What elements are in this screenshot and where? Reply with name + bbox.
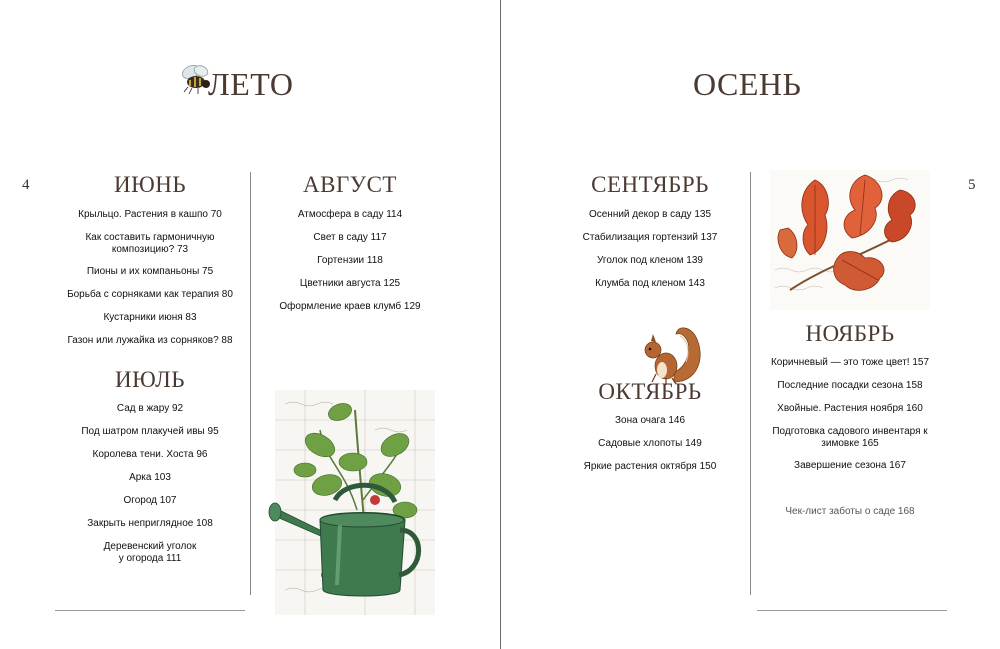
toc-item[interactable]: Последние посадки сезона 158 xyxy=(777,380,923,391)
toc-item[interactable]: Подготовка садового инвентаря к зимовке 165 xyxy=(772,426,928,449)
toc-item[interactable]: Пионы и их компаньоны 75 xyxy=(86,266,214,277)
toc-item[interactable]: Кустарники июня 83 xyxy=(103,312,197,323)
toc-item[interactable]: Уголок под кленом 139 xyxy=(596,255,703,266)
toc-item[interactable]: Арка 103 xyxy=(129,472,171,483)
toc-item[interactable]: Хвойные. Растения ноября 160 xyxy=(777,403,923,414)
toc-item[interactable]: Стабилизация гортензий 137 xyxy=(582,232,718,243)
toc-item[interactable]: Зона очага 146 xyxy=(614,415,686,426)
toc-item[interactable]: Под шатром плакучей ивы 95 xyxy=(81,426,219,437)
toc-item[interactable]: Яркие растения октября 150 xyxy=(583,461,717,472)
column-divider-right xyxy=(750,172,751,595)
toc-item[interactable]: Завершение сезона 167 xyxy=(794,460,906,471)
toc-item[interactable]: Газон или лужайка из сорняков? 88 xyxy=(67,335,233,346)
month-title-june: ИЮНЬ xyxy=(113,172,187,197)
bottom-rule-right xyxy=(757,610,947,611)
book-spine xyxy=(500,0,501,649)
toc-item[interactable]: Сад в жару 92 xyxy=(116,403,184,414)
bottom-rule-left xyxy=(55,610,245,611)
month-title-october: ОКТЯБРЬ xyxy=(598,379,702,404)
toc-item[interactable]: Свет в саду 117 xyxy=(313,232,387,243)
toc-item[interactable]: Оформление краев клумб 129 xyxy=(279,301,421,312)
toc-item[interactable]: Деревенский уголок у огорода 111 xyxy=(103,541,197,564)
toc-item[interactable]: Крыльцо. Растения в кашпо 70 xyxy=(78,209,222,220)
toc-october xyxy=(560,415,740,484)
month-title-november: НОЯБРЬ xyxy=(805,321,895,346)
toc-item[interactable]: Осенний декор в саду 135 xyxy=(588,209,712,220)
toc-item[interactable]: Борьба с сорняками как терапия 80 xyxy=(67,289,233,300)
oak-leaves-illustration xyxy=(770,170,930,310)
toc-item[interactable]: Коричневый — это тоже цвет! 157 xyxy=(770,357,930,368)
month-title-august: АВГУСТ xyxy=(303,172,397,197)
toc-november xyxy=(760,357,940,483)
page-number-right: 5 xyxy=(968,177,976,193)
toc-item[interactable]: Закрыть неприглядное 108 xyxy=(87,518,213,529)
season-title-summer: ЛЕТО xyxy=(208,66,294,102)
toc-item[interactable]: Клумба под кленом 143 xyxy=(595,278,705,289)
column-divider-left xyxy=(250,172,251,595)
toc-august xyxy=(260,209,440,324)
toc-item[interactable]: Огород 107 xyxy=(123,495,177,506)
toc-item[interactable]: Цветники августа 125 xyxy=(299,278,401,289)
watering-can-illustration xyxy=(265,390,440,620)
month-title-september: СЕНТЯБРЬ xyxy=(591,172,709,197)
toc-item[interactable]: Садовые хлопоты 149 xyxy=(598,438,702,449)
toc-item[interactable]: Королева тени. Хоста 96 xyxy=(92,449,208,460)
toc-item[interactable]: Гортензии 118 xyxy=(317,255,383,266)
page-number-left: 4 xyxy=(22,177,30,193)
toc-item[interactable]: Как составить гармоничную композицию? 73 xyxy=(85,232,215,255)
season-title-autumn: ОСЕНЬ xyxy=(693,66,802,102)
toc-checklist[interactable]: Чек-лист заботы о саде 168 xyxy=(785,506,915,517)
toc-item[interactable]: Атмосфера в саду 114 xyxy=(297,209,403,220)
toc-september xyxy=(560,209,740,301)
month-title-july: ИЮЛЬ xyxy=(115,367,185,392)
toc-july xyxy=(60,403,240,575)
toc-june xyxy=(60,209,240,358)
